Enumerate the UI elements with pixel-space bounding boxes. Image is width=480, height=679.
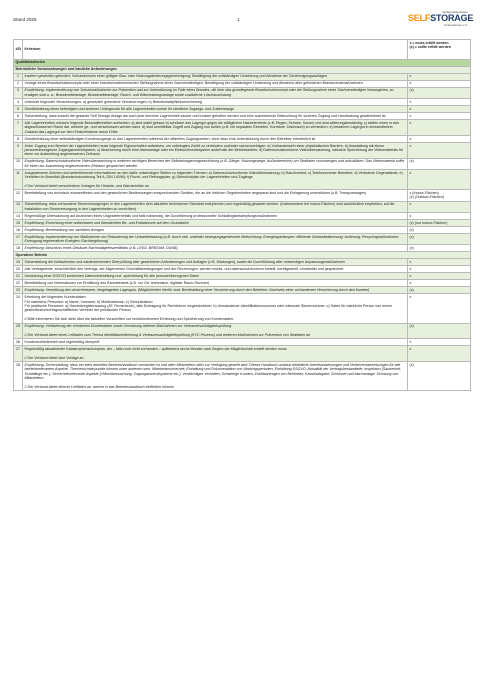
- row-criterion: Empfehlung: Verifizierung der erhobenen Kundendaten sowie Umsetzung weiterer Maßnahmen zur Vertrauenswürdigkeitsprüfung // Der Verband bietet einen Leitfaden zum Thema Identitätsverifizierung & Vertrauenswürdigkeitsprüfung (KYC-Prozess) und weiteren Maßnahmen zur Prävention von Straftaten an: [23, 323, 408, 339]
- row-id: 23: [14, 287, 23, 294]
- row-criterion: Kundenzufriedenheit wird regelmäßig überprüft: [23, 339, 408, 346]
- stand-label: Stand 2025: [13, 17, 37, 22]
- row-id: 10: [14, 158, 23, 169]
- row-id: 20: [14, 266, 23, 273]
- row-criterion: Sicherstellung, dass sowohl die gesamte Self Storage Anlage als auch jede einzelne Lagereinheit sauber und trocken gehalten werden und eine ausreichende Beleuchtung für sicheren Zugang und Handhabung gewährleistet ist: [23, 113, 408, 120]
- row-id: 27: [14, 346, 23, 362]
- subsection-title: Betriebliche Voraussetzungen und bauliche Anforderungen: [14, 66, 471, 73]
- table-row: [14, 190, 471, 201]
- row-criterion: Empfehlung: Vermittlung des versicherbaren, eingelagerten Lagerguts. [Möglichkeiten hierfür sind: Bereitstellung einer Versicherung durch den Betreiber; Nachweis einer vorhandenen Versicherung durch den Kunden]: [23, 287, 408, 294]
- subsection-title: Operativer Betrieb: [14, 252, 471, 259]
- table-row: [14, 280, 471, 287]
- row-mark: x (Indoor-Flächen) (x) (Outdoor-Flächen): [408, 190, 471, 201]
- row-id: 11: [14, 170, 23, 190]
- row-mark: x: [408, 80, 471, 87]
- row-criterion: Ausgewiesene Zeichen und weiterführende Informationen an den dafür notwendigen Stellen zu folgenden Themen: a) Datenschutzkonforme Videoüberwachung; b) Rauchverbot; c) Telefonnummer Betreiber; d) Verbotene Gegenstände; e) Verhalten im Brandfall (Brandschutzordnung Teil A, DIN 14096); f) Flucht- und Rettungsplan; g) Übersicht/plan der Lagereinheiten und Zugänge // Der Verband bietet verschiedene Vorlagen für Hinweis- und Warnschilder an: [23, 170, 408, 190]
- row-criterion: Empfehlung: Implementierung von Schutzmaßnahmen zur Prävention und zur Unterstützung im Falle eines Brandes, die über das grundlegende Brandschutzkonzept oder die Stellungnahme eines Sachverständigen hinausgehen, zu erwägen sind u. a.: Brandmeldeanlage, Brandmeldeanlage, Rauch- und Wärmeabzugsanlage sowie zusätzliche Löschausrüstung: [23, 87, 408, 98]
- header-id: #ID: [14, 40, 23, 60]
- header-kriterium: Kriterium: [23, 40, 408, 60]
- section-title: Qualitätskriterien: [14, 59, 471, 66]
- selfstorage-logo: [408, 10, 474, 27]
- table-row: [14, 201, 471, 212]
- row-id: 15: [14, 220, 23, 227]
- table-row: [14, 362, 471, 391]
- table-row: [14, 99, 471, 106]
- row-id: 12: [14, 190, 23, 201]
- row-id: 5: [14, 106, 23, 113]
- row-criterion: Sicherstellung, dass vorhandene Stromversorgungen in den Lagereinheiten dem aktuellen technischen Standard entsprechen und regelmäßig gewartet werden. (Insbesondere bei Indoor-Flächen) wird ausdrücklich empfohlen, auf die Installation von Stromversorgung in den Lagereinheiten zu verzichten): [23, 201, 408, 212]
- row-mark: x: [408, 273, 471, 280]
- row-criterion: Bereitstellung von technisch einwandfreien und den gesetzlichen Bestimmungen entsprechenden Geräten, die an die örtlichen Gegebenheiten angepasst sind und die Einlagerung unterstützen (z.B. Transportwagen): [23, 190, 408, 201]
- row-mark: x: [408, 346, 471, 362]
- row-criterion: Gewährleistung eines befestigten und sicheren Untergrunds für alle Lagereinheiten sowie für sämtliche Zugangs- und Zufahrtswege: [23, 106, 408, 113]
- table-row: [14, 120, 471, 136]
- row-id: 3: [14, 87, 23, 98]
- row-mark: x: [408, 106, 471, 113]
- row-mark: x: [408, 339, 471, 346]
- row-criterion: Regelmäßig aktualisierter Katastrophenschutzplan, der – falls noch nicht vorhanden – spätestens sechs Monate nach Beginn der Mitgliedschaft erstellt werden muss // Der Verband bietet eine Vorlage an: [23, 346, 408, 362]
- logo-sub-text: Unternehmen e.V.: [443, 23, 468, 27]
- logo-wordmark: SELFSTORAGE: [408, 13, 474, 23]
- row-mark: x: [408, 142, 471, 158]
- row-mark: (x): [408, 158, 471, 169]
- table-row: [14, 227, 471, 234]
- row-id: 18: [14, 245, 23, 252]
- table-row: [14, 245, 471, 252]
- row-id: 4: [14, 99, 23, 106]
- row-mark: x: [408, 280, 471, 287]
- subsection-row: [14, 252, 471, 259]
- row-criterion: Jeder Zugang zum Bereich der Lagereinheiten muss folgende Eigenschaften aufweisen, um unbefugten Zutritt zu verhindern und/oder nachzuverfolgen: a) Vorhandensein einer physikalischen Barriere; b) Ausstattung mit einem personenbezogenen Zugangskontrollsystem; c) Absicherung durch eine Alarmanlage oder ein Einbruchmeldesystem außerhalb der Betriebszeiten; d) Datenschutzkonforme Videoüberwachung, inklusive Speicherung der Videomaterials für einen zur Auswertung angemessenen Zeitraum: [23, 142, 408, 158]
- row-criterion: Empfehlung: Abschluss eines Gebäude-Nachhaltigkeitszertifikats (z.B. LEED, BREEAM, DGNB): [23, 245, 408, 252]
- row-id: 14: [14, 213, 23, 220]
- table-row: [14, 346, 471, 362]
- row-mark: (x): [408, 227, 471, 234]
- row-id: 24: [14, 294, 23, 323]
- table-row: [14, 287, 471, 294]
- row-id: 17: [14, 234, 23, 245]
- header-legend: x = muss erfüllt werden (x) = sollte erfüllt werden: [408, 40, 471, 60]
- row-mark: x: [408, 135, 471, 142]
- row-criterion: Regelmäßige Überwachung auf Anzeichen eines Ungezieferbefalls und falls notwendig, die Durchführung professioneller Schädlingsbekämpfungsmaßnahmen: [23, 213, 408, 220]
- table-row: [14, 158, 471, 169]
- row-mark: x: [408, 213, 471, 220]
- logo-top-text: Verband Deutscher: [442, 10, 468, 14]
- criteria-table: [13, 39, 471, 391]
- row-id: 26: [14, 339, 23, 346]
- table-row: [14, 213, 471, 220]
- table-row: [14, 170, 471, 190]
- row-mark: x: [408, 99, 471, 106]
- table-row: [14, 87, 471, 98]
- section-row: [14, 59, 471, 66]
- row-mark: (x): [408, 287, 471, 294]
- row-id: 21: [14, 273, 23, 280]
- row-criterion: Erhebung der folgenden Kundendaten: Für natürliche Personen: a) Name, Vorname; b) Meldeadresse; c) Geburtsdatum Für juristische Personen: a) Handelsregisterauszug (AT: Firmenbuch), falls Eintragung für Rechtsform vorgeschrieben; b) Umsatzsteuer-Identifikationsnummer oder nationale Steuernummer; c) Daten für natürliche Person von einem gesetzlichen/rechtsgeschäftlichen Vertreter der juristischen Person. // Bitte informieren Sie sich stets über die aktuellen Vorschriften zur rechtskonformen Erhebung und Speicherung von Kundendaten.: [23, 294, 408, 323]
- table-header-row: [14, 40, 471, 60]
- row-criterion: Empfehlung: Datenschutzkonforme Videoüberwachung in weiteren wichtigen Bereichen der Selbsteinlagerungseinrichtung (z.B. Gänge, Nutzungswege, Außenbereiche) um Straftaten vorzubeugen und aufzuklären. Das Videomaterial sollte für einen zur Auswertung angemessenen Zeitraum gespeichert werden: [23, 158, 408, 169]
- row-criterion: Vorlage eines Brandschutzkonzepts oder einer brandschutztechnischen Stellungnahme eines Sachverständigen; Bestätigung der vollständigen Umsetzung und Abnahme aller geforderten Brandschutzmaßnahmen: [23, 80, 408, 87]
- table-row: [14, 220, 471, 227]
- table-row: [14, 142, 471, 158]
- row-id: 22: [14, 280, 23, 287]
- row-criterion: Unterhalt folgender Versicherungen: a) gesetzlich geforderte Versicherungen; b) Betriebshaftpflichtversicherung: [23, 99, 408, 106]
- table-row: [14, 294, 471, 323]
- row-mark: x: [408, 201, 471, 212]
- row-mark: x: [408, 259, 471, 266]
- page-number: 1: [237, 17, 240, 22]
- table-row: [14, 73, 471, 80]
- row-id: 8: [14, 135, 23, 142]
- row-criterion: Alle Vertragstexte, einschließlich des Vertrags, der Allgemeinen Geschäftsbedingungen und der Rechnungen, werden rechts- und datenschutzkonform erstellt, bereitgestellt, verarbeitet und gespeichert: [23, 266, 408, 273]
- row-mark: (x): [408, 234, 471, 245]
- row-mark: (x): [408, 323, 471, 339]
- table-row: [14, 80, 471, 87]
- row-mark: x: [408, 120, 471, 136]
- row-criterion: Empfehlung: Implementierung von Maßnahmen zur Reduzierung der Umweltbelastung (z.B. durch zeit- und/oder bewegungsgesteuerte Beleuchtung; Energiesparlampen; effiziente Gebäudedämmung; Isolierung; Recyclingmaßnahmen; Erzeugung regenerativer Energien; Dachbegrünung): [23, 234, 408, 245]
- row-id: 2: [14, 80, 23, 87]
- row-mark: x: [408, 266, 471, 273]
- row-criterion: Umsetzung einer DSGVO-konformen Datenverarbeitung und -speicherung für alle personenbezogenen Daten: [23, 273, 408, 280]
- row-criterion: Bereitstellung von Informationen zur Ermittlung des Raumbedarfs (z.B. vor Ort, telefonisch, digitaler Raum-Rechner): [23, 280, 408, 287]
- table-row: [14, 106, 471, 113]
- row-id: 9: [14, 142, 23, 158]
- row-id: 1: [14, 73, 23, 80]
- row-mark: (x): [408, 245, 471, 252]
- row-id: 7: [14, 120, 23, 136]
- row-mark: x: [408, 170, 471, 190]
- table-row: [14, 339, 471, 346]
- row-criterion: Empfehlung: Sicherstellung, dass ein stets aktuelles Betriebshandbuch vorhanden ist und allen Mitarbeitern aktiv zur Verfügung gestellt wird. Dieses Handbuch umfasst detaillierte Arbeitsanweisungen und Verfahrensanweisungen für alle betriebsrelevanten Aspekte. Themenschwerpunkte können unter anderem sein: Mitarbeitersicherheit; Einhaltung und Dokumentation von Wartungsperioden; Einhaltung DSGVO; Aktualität der Vertragsbestandteile; Inspektion (Sauberkeit, Schädlinge etc.); Sicherheitsrelevante Aspekte (Videoüberwachung, Zugangskontrollsysteme etc.); Verdächtiges Verhalten; Schwierige Kunden; Zutrittsanfragen von Behörden; Kassenabgabe; Schlüssel und Alarmanlage; Schulung von Mitarbeitern // Der Verband bietet diverse Leitfäden an, welche in das Betriebshandbuch einfließen können: [23, 362, 408, 391]
- row-criterion: Alle Lagereinheiten müssen folgende Beschaffenheiten aufweisen: a) sind stabil gebaut; b) schützen das Lagergut gegen die alltäglichen Naturelemente (z.B. Regen, Schnee, Sonne) und sind witterungsbeständig; c) stellen einen in sich abgeschlossenen Raum dar, welcher ge- und verschlossen werden kann; d) sind unmittelbar Zugriff und Zugang von außen (z.B. bei separaten Einheiten, Korridore, Dachraum) zu verhindern; e) bewahren Lagergut in einwandfreiem Zustand das Lagergut vor dem Einsichtnahme durch Dritte: [23, 120, 408, 136]
- row-criterion: Empfehlung: Einrichtung einer anfahrbaren und überdachten Be- und Entladezone auf dem Grundstück: [23, 220, 408, 227]
- row-id: 25: [14, 323, 23, 339]
- table-row: [14, 135, 471, 142]
- row-id: 19: [14, 259, 23, 266]
- row-mark: x: [408, 294, 471, 323]
- table-row: [14, 273, 471, 280]
- row-criterion: Insofern gesetzlich gefordert, Vorhandensein einer gültigen Bau- oder Nutzungsänderungsgenehmigung; Bestätigung der vollständigen Umsetzung und Abnahme der Genehmigungsauflagen: [23, 73, 408, 80]
- table-row: [14, 113, 471, 120]
- row-id: 6: [14, 113, 23, 120]
- row-criterion: Gewährleistung einer selbstständigen Kundenzugangs zu den Lagereinheiten während der offiziellen Zugangszeiten, ohne dass eine Unterstützung durch den Betreiber erforderlich ist: [23, 135, 408, 142]
- row-criterion: Empfehlung: Bereitstellung von sanitären Anlagen: [23, 227, 408, 234]
- row-mark: (x) (nur Indoor-Flächen): [408, 220, 471, 227]
- row-mark: x: [408, 113, 471, 120]
- row-id: 13: [14, 201, 23, 212]
- row-id: 28: [14, 362, 23, 391]
- table-row: [14, 266, 471, 273]
- table-row: [14, 323, 471, 339]
- row-criterion: Sicherstellung der fortlaufenden und wiederkehrenden Überprüfung aller gesetzlichen Anforderungen und Auflagen (z.B. Wartungen), sowie die Durchführung aller notwendigen Anpassungsmaßnahmen: [23, 259, 408, 266]
- row-mark: (x): [408, 87, 471, 98]
- row-mark: x: [408, 73, 471, 80]
- subsection-row: [14, 66, 471, 73]
- row-id: 16: [14, 227, 23, 234]
- table-row: [14, 259, 471, 266]
- table-row: [14, 234, 471, 245]
- row-mark: (x): [408, 362, 471, 391]
